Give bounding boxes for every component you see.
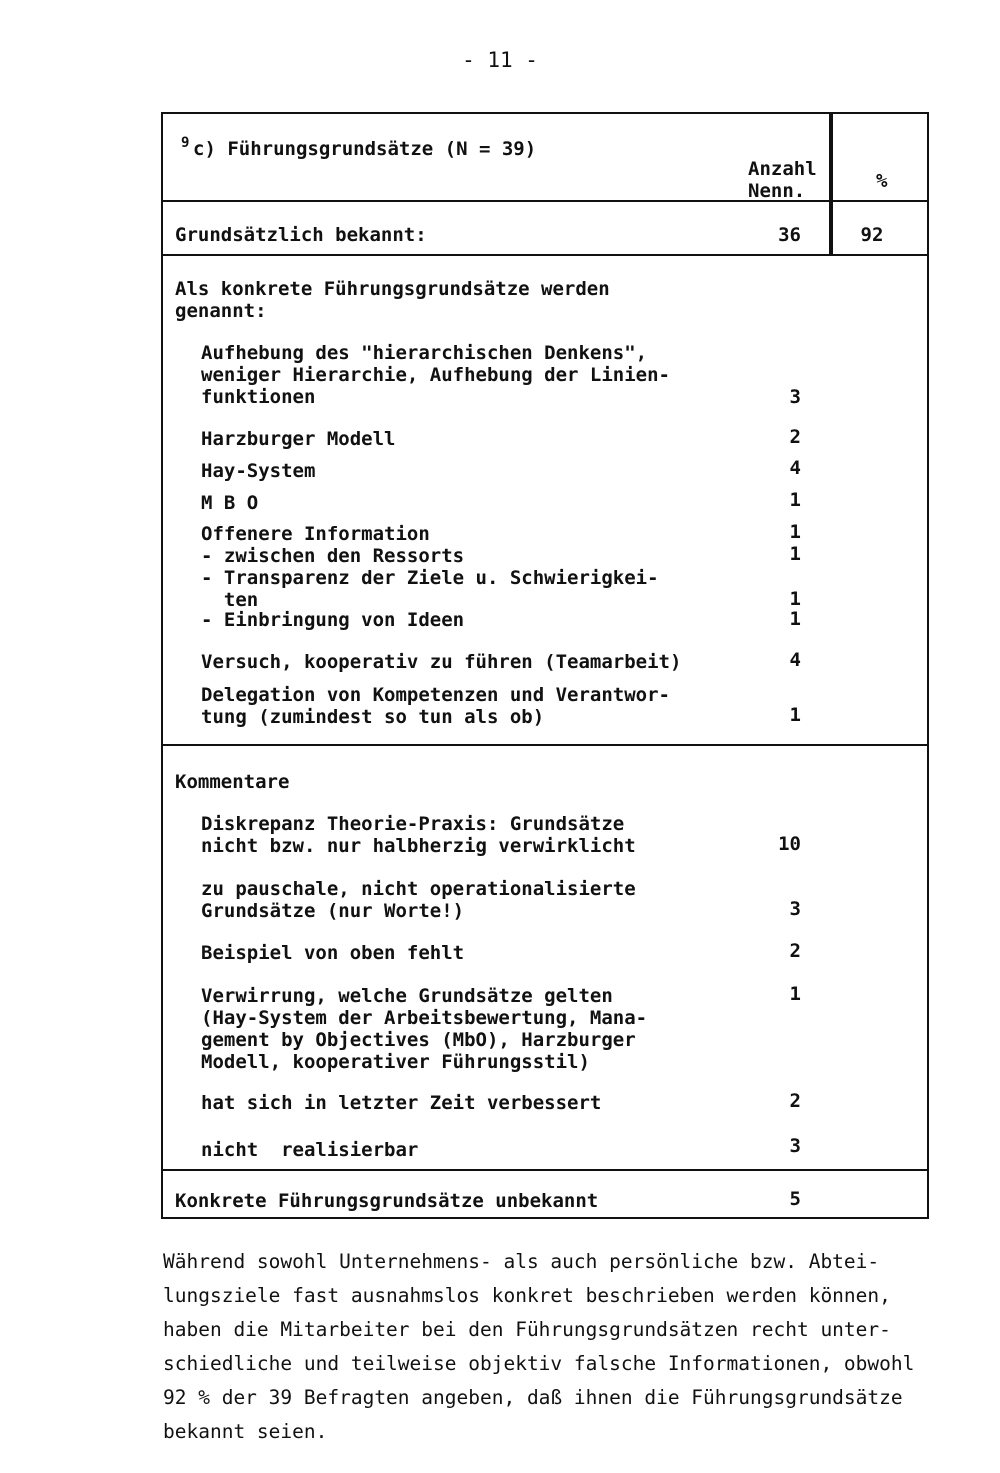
list-item: Offenere Information [201,523,430,545]
item-count: 1 [789,588,801,610]
item-count: 1 [789,704,801,726]
comment-count: 10 [778,833,801,855]
list-item: Delegation von Kompetenzen und Verantwor- tung (zumindest so tun als ob) [201,684,670,728]
item-count: 1 [789,521,801,543]
list-item: M B O [201,492,259,514]
comment-item: Diskrepanz Theorie-Praxis: Grundsätze nicht bzw. nur halbherzig verwirklicht [201,813,636,857]
list-item: Versuch, kooperativ zu führen (Teamarbeit) [201,651,682,673]
item-count: 4 [789,457,801,479]
list-item: Aufhebung des "hierarchischen Denkens", weniger Hierarchie, Aufhebung der Linien- funktionen [201,342,670,408]
known-count: 36 [778,224,801,246]
comment-count: 2 [789,940,801,962]
list-item: - Einbringung von Ideen [201,609,465,631]
row-divider [163,744,927,746]
comment-item: Beispiel von oben fehlt [201,942,465,964]
list-item: Harzburger Modell [201,428,396,450]
concrete-heading: Als konkrete Führungsgrundsätze werden genannt: [175,278,610,322]
comment-item: hat sich in letzter Zeit verbessert [201,1092,602,1114]
unknown-count: 5 [789,1188,801,1210]
page-number: - 11 - [462,48,538,72]
known-label: Grundsätzlich bekannt: [175,224,427,246]
row-divider [163,1169,927,1171]
known-percent: 92 [860,224,884,246]
footnote-superscript: 9 [181,135,190,151]
unknown-label: Konkrete Führungsgrundsätze unbekannt [175,1190,599,1212]
column-divider [831,114,833,254]
list-item: - zwischen den Ressorts [201,545,465,567]
item-count: 2 [789,426,801,448]
comment-item: nicht realisierbar [201,1139,419,1161]
item-count: 4 [789,649,801,671]
list-item: - Transparenz der Ziele u. Schwierigkei- ten [201,567,659,611]
table-title: c) Führungsgrundsätze (N = 39) [193,138,537,160]
body-paragraph: Während sowohl Unternehmens- als auch persönliche bzw. Abtei- lungsziele fast ausnahmslos konkret beschrieben werden können, haben die Mitarbeiter bei den Führungsgrundsätzen recht unter- schiedliche und teilweise objektiv falsche Informationen, obwohl 92 % der 39 Befragten angeben, daß ihnen die Führungsgrundsätze bekannt seien. [163,1250,915,1443]
item-count: 1 [789,543,801,565]
list-item: Hay-System [201,460,316,482]
comment-count: 3 [789,1135,801,1157]
survey-table [161,112,929,1219]
item-count: 3 [789,386,801,408]
item-count: 1 [789,608,801,630]
comment-item: Verwirrung, welche Grundsätze gelten (Hay-System der Arbeitsbewertung, Mana- gement by Objectives (MbO), Harzburger Modell, kooperativer Führungsstil) [201,985,648,1073]
comments-heading: Kommentare [175,771,290,793]
row-divider [163,254,927,256]
comment-count: 3 [789,898,801,920]
percent-column-header: % [876,170,888,192]
item-count: 1 [789,489,801,511]
comment-count: 2 [789,1090,801,1112]
comment-count: 1 [789,983,801,1005]
comment-item: zu pauschale, nicht operationalisierte Grundsätze (nur Worte!) [201,878,636,922]
count-column-header: Anzahl Nenn. [748,158,817,202]
